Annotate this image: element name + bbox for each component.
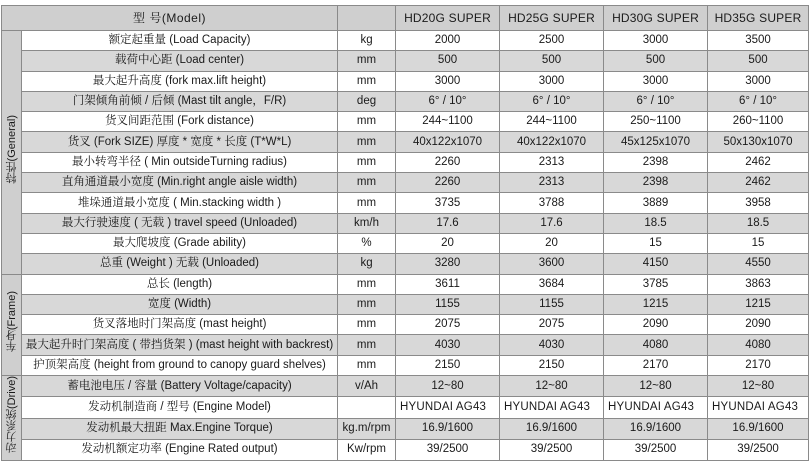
- spec-unit: mm: [338, 294, 396, 314]
- spec-row: [2, 193, 809, 213]
- spec-value: 4080: [708, 335, 809, 355]
- spec-value: 18.5: [604, 213, 708, 233]
- spec-value: 3889: [604, 193, 708, 213]
- spec-row: [2, 294, 809, 314]
- spec-value: 6° / 10°: [396, 91, 500, 111]
- spec-value: 2500: [500, 31, 604, 51]
- spec-value: 6° / 10°: [708, 91, 809, 111]
- spec-unit: Kw/rpm: [338, 439, 396, 460]
- model-name: HD30G SUPER: [604, 6, 708, 31]
- spec-unit: km/h: [338, 213, 396, 233]
- spec-value: 500: [604, 51, 708, 71]
- spec-label: 直角通道最小宽度 (Min.right angle aisle width): [22, 173, 338, 193]
- spec-label: 发动机制造商 / 型号 (Engine Model): [22, 397, 338, 418]
- spec-value: HYUNDAI AG43: [604, 397, 708, 418]
- spec-value: 12~80: [500, 376, 604, 397]
- spec-value: 39/2500: [396, 439, 500, 460]
- spec-value: 2090: [604, 315, 708, 335]
- model-name: HD25G SUPER: [500, 6, 604, 31]
- spec-label: 堆垛通道最小宽度 ( Min.stacking width ): [22, 193, 338, 213]
- spec-value: 2150: [396, 355, 500, 375]
- spec-value: HYUNDAI AG43: [396, 397, 500, 418]
- spec-value: 260~1100: [708, 112, 809, 132]
- spec-unit: mm: [338, 71, 396, 91]
- spec-value: 2170: [604, 355, 708, 375]
- spec-value: 2313: [500, 173, 604, 193]
- spec-row: [2, 91, 809, 111]
- spec-unit: mm: [338, 152, 396, 172]
- spec-unit: mm: [338, 193, 396, 213]
- spec-value: 3958: [708, 193, 809, 213]
- spec-label: 载荷中心距 (Load center): [22, 51, 338, 71]
- group-label: 特性(General): [5, 114, 18, 184]
- spec-row: [2, 213, 809, 233]
- spec-value: 16.9/1600: [396, 418, 500, 439]
- spec-value: 3600: [500, 254, 604, 274]
- spec-row: [2, 31, 809, 51]
- spec-value: 16.9/1600: [500, 418, 604, 439]
- spec-value: 12~80: [604, 376, 708, 397]
- spec-value: 6° / 10°: [500, 91, 604, 111]
- spec-value: 3735: [396, 193, 500, 213]
- spec-value: 16.9/1600: [708, 418, 809, 439]
- spec-label: 最小转弯半径 ( Min outsideTurning radius): [22, 152, 338, 172]
- spec-label: 发动机最大扭距 Max.Engine Torque): [22, 418, 338, 439]
- spec-label: 最大起升时门架高度 ( 带挡货架 ) (mast height with backrest): [22, 335, 338, 355]
- spec-value: 15: [708, 233, 809, 253]
- spec-value: 2462: [708, 173, 809, 193]
- spec-unit: deg: [338, 91, 396, 111]
- spec-value: 4150: [604, 254, 708, 274]
- spec-row: [2, 173, 809, 193]
- spec-row: [2, 397, 809, 418]
- spec-value: 6° / 10°: [604, 91, 708, 111]
- spec-value: 250~1100: [604, 112, 708, 132]
- spec-value: 3000: [708, 71, 809, 91]
- spec-value: 12~80: [396, 376, 500, 397]
- spec-row: [2, 233, 809, 253]
- spec-value: 3788: [500, 193, 604, 213]
- spec-value: 2260: [396, 152, 500, 172]
- spec-value: HYUNDAI AG43: [708, 397, 809, 418]
- spec-value: 1155: [396, 294, 500, 314]
- spec-value: 4080: [604, 335, 708, 355]
- spec-value: 39/2500: [604, 439, 708, 460]
- unit-header: [338, 6, 396, 31]
- spec-label: 额定起重量 (Load Capacity): [22, 31, 338, 51]
- spec-label: 护顶架高度 (height from ground to canopy guard shelves): [22, 355, 338, 375]
- spec-value: 45x125x1070: [604, 132, 708, 152]
- spec-value: 3000: [604, 71, 708, 91]
- spec-value: 1155: [500, 294, 604, 314]
- spec-value: 2313: [500, 152, 604, 172]
- spec-label: 发动机额定功率 (Engine Rated output): [22, 439, 338, 460]
- group-frame: [2, 274, 22, 375]
- spec-row: [2, 152, 809, 172]
- spec-value: 40x122x1070: [396, 132, 500, 152]
- model-name: HD20G SUPER: [396, 6, 500, 31]
- spec-label: 货叉 (Fork SIZE) 厚度 * 宽度 * 长度 (T*W*L): [22, 132, 338, 152]
- spec-value: 39/2500: [500, 439, 604, 460]
- spec-value: 17.6: [396, 213, 500, 233]
- spec-value: 2150: [500, 355, 604, 375]
- spec-value: 16.9/1600: [604, 418, 708, 439]
- spec-label: 最大爬坡度 (Grade ability): [22, 233, 338, 253]
- spec-label: 最大起升高度 (fork max.lift height): [22, 71, 338, 91]
- spec-label: 门架倾角前倾 / 后倾 (Mast tilt angle，F/R): [22, 91, 338, 111]
- spec-value: 3000: [396, 71, 500, 91]
- model-header-label: 型 号(Model): [133, 10, 207, 25]
- spec-value: 2398: [604, 173, 708, 193]
- spec-value: 500: [396, 51, 500, 71]
- spec-value: 500: [500, 51, 604, 71]
- spec-unit: mm: [338, 132, 396, 152]
- spec-row: [2, 274, 809, 294]
- spec-row: [2, 51, 809, 71]
- spec-unit: mm: [338, 112, 396, 132]
- spec-row: [2, 132, 809, 152]
- spec-value: 3000: [604, 31, 708, 51]
- spec-label: 蓄电池电压 / 容量 (Battery Voltage/capacity): [22, 376, 338, 397]
- spec-label: 最大行驶速度 ( 无载 ) travel speed (Unloaded): [22, 213, 338, 233]
- spec-value: 3280: [396, 254, 500, 274]
- spec-unit: kg: [338, 31, 396, 51]
- spec-unit: mm: [338, 335, 396, 355]
- spec-table: [1, 5, 809, 461]
- spec-value: 3785: [604, 274, 708, 294]
- group-general: [2, 31, 22, 275]
- spec-value: 3684: [500, 274, 604, 294]
- spec-row: [2, 439, 809, 460]
- spec-unit: v/Ah: [338, 376, 396, 397]
- spec-value: 2260: [396, 173, 500, 193]
- spec-unit: mm: [338, 173, 396, 193]
- spec-value: 1215: [604, 294, 708, 314]
- spec-row: [2, 376, 809, 397]
- spec-value: 2090: [708, 315, 809, 335]
- spec-value: 244~1100: [500, 112, 604, 132]
- spec-label: 总重 (Weight ) 无载 (Unloaded): [22, 254, 338, 274]
- spec-value: 50x130x1070: [708, 132, 809, 152]
- spec-label: 宽度 (Width): [22, 294, 338, 314]
- spec-row: [2, 335, 809, 355]
- spec-value: 20: [396, 233, 500, 253]
- spec-value: 15: [604, 233, 708, 253]
- spec-label: 货叉间距范围 (Fork distance): [22, 112, 338, 132]
- spec-value: 500: [708, 51, 809, 71]
- spec-value: 2170: [708, 355, 809, 375]
- spec-row: [2, 418, 809, 439]
- spec-value: 2075: [396, 315, 500, 335]
- spec-unit: mm: [338, 315, 396, 335]
- spec-value: 2398: [604, 152, 708, 172]
- spec-value: 1215: [708, 294, 809, 314]
- spec-value: 4030: [396, 335, 500, 355]
- spec-row: [2, 71, 809, 91]
- spec-row: [2, 254, 809, 274]
- spec-unit: kg.m/rpm: [338, 418, 396, 439]
- spec-unit: kg: [338, 254, 396, 274]
- spec-value: 40x122x1070: [500, 132, 604, 152]
- spec-value: 3863: [708, 274, 809, 294]
- spec-row: [2, 355, 809, 375]
- spec-value: 18.5: [708, 213, 809, 233]
- header-row: [2, 6, 809, 31]
- spec-value: 4550: [708, 254, 809, 274]
- spec-value: 2000: [396, 31, 500, 51]
- group-drive: [2, 376, 22, 461]
- spec-value: 20: [500, 233, 604, 253]
- spec-value: 4030: [500, 335, 604, 355]
- spec-value: 3000: [500, 71, 604, 91]
- spec-unit: [338, 397, 396, 418]
- spec-unit: mm: [338, 274, 396, 294]
- group-label: 车身(Frame): [5, 290, 18, 352]
- spec-value: 2075: [500, 315, 604, 335]
- spec-unit: mm: [338, 355, 396, 375]
- spec-value: 244~1100: [396, 112, 500, 132]
- spec-row: [2, 112, 809, 132]
- spec-label: 货叉落地时门架高度 (mast height): [22, 315, 338, 335]
- spec-value: 3500: [708, 31, 809, 51]
- group-label: 动力系统(Drive): [5, 376, 18, 454]
- spec-value: 2462: [708, 152, 809, 172]
- spec-label: 总长 (length): [22, 274, 338, 294]
- spec-unit: %: [338, 233, 396, 253]
- spec-value: 12~80: [708, 376, 809, 397]
- spec-value: HYUNDAI AG43: [500, 397, 604, 418]
- spec-value: 39/2500: [708, 439, 809, 460]
- model-header: [2, 6, 338, 31]
- spec-unit: mm: [338, 51, 396, 71]
- spec-value: 3611: [396, 274, 500, 294]
- model-name: HD35G SUPER: [708, 6, 809, 31]
- spec-value: 17.6: [500, 213, 604, 233]
- spec-row: [2, 315, 809, 335]
